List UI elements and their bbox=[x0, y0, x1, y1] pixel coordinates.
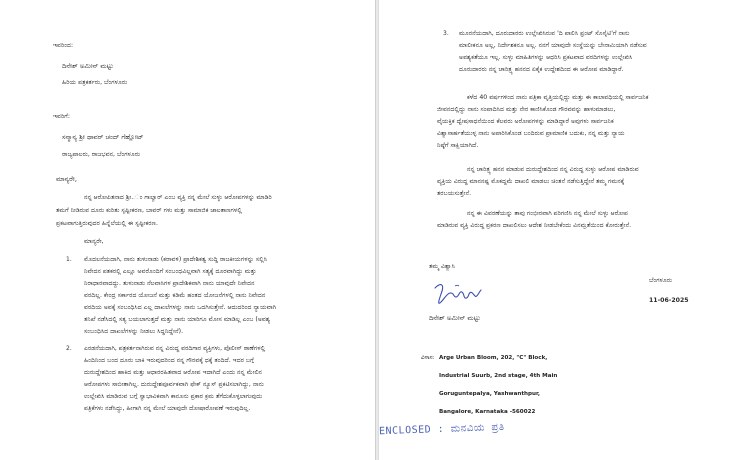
item1-line: ವರದಿಯ ಅವಕ್ಕೆ ಸಂಬಂಧಿಸಿದ ಎಲ್ಲ ದಾಖಲೆಗಳನ್ನು ನಾನು ಒದಗಿಸುತ್ತೇನೆ. ಆದುದರಿಂದ ನ್ಯಾಯವಾಗಿ bbox=[84, 304, 277, 311]
item-number: 2. bbox=[66, 345, 72, 352]
intro-line: ತಮಗೆ ನೀಡಿರುವ ದೂರು ಕುರಿತು ಸ್ಪಷ್ಟೀಕರಣ, ಬಾವರ್ ಗಳು ಮತ್ತು ಸಾಮಾಜಿಕ ಜಾಲತಾಣಗಳಲ್ಲಿ bbox=[56, 207, 242, 214]
sender-description: ಹಿರಿಯ ಪತ್ರಕರ್ತರು, ಬೆಂಗಳೂರು bbox=[62, 79, 128, 86]
item-number: 1. bbox=[66, 256, 72, 263]
item1-line: ತನಿಖೆ ನಡೆಸಿದಲ್ಲಿ ಸತ್ಯ ಬಯಲಾಗುತ್ತದೆ ಮತ್ತು ನಾನು ಯಾರಿಗೂ ಮೋಸ ಮಾಡಿಲ್ಲ ಎಂಬ (ಅವಶ್ಯ bbox=[84, 316, 271, 323]
signer-name: ದಿನೇಶ್ ಅಮೀನ್ ಮಟ್ಟು bbox=[429, 314, 481, 322]
item2-line: ಎರಡನೆಯದಾಗಿ, ಪತ್ರಕರ್ತನಾಗಿರುವ ನನ್ನ ವಿರುದ್ಧ ವರದಿಗಾರ ವ್ಯಕ್ತಿಗಳು, ಪೊಲೀಸ್ ಠಾಣೆಗಳಲ್ಲಿ bbox=[84, 345, 266, 352]
item1-line: ಸಂಬಂಧಿಸಿದ ದಾಖಲೆಗಳನ್ನು ನೀಡಲು ಸಿದ್ಧನಿದ್ದೇನೆ). bbox=[84, 328, 184, 335]
salutation: ಮಾನ್ಯರೇ, bbox=[56, 175, 77, 183]
item3-line: ಅವಶ್ಯಕತೆಯೂ ಇಲ್ಲ. ಸುಳ್ಳು ಮಾಹಿತಿಗಳನ್ನು ಆಧರಿಸಿ ಪ್ರಕಟವಾದ ವರದಿಗಳನ್ನು ಉಲ್ಲೇಖಿಸಿ bbox=[459, 54, 633, 61]
para2-line: ಕಳೆದ 40 ವರ್ಷಗಳಿಂದ ನಾನು ಪತ್ರಿಕಾ ವೃತ್ತಿಯಲ್ಲಿದ್ದು ಮತ್ತು ಈ ಕಾಲಾವಧಿಯಲ್ಲಿ ಸಾರ್ವಜನಿಕ bbox=[467, 94, 649, 101]
intro-line: ನನ್ನ ಆರೋಪಿತನಾದ ಶ್ರೀ..ಂ ಗಾಲ್ವಾರ್ ಎಂಬ ವ್ಯಕ್ತಿ ನನ್ನ ಮೇಲೆ ಸುಳ್ಳು ಆರೋಪಗಳನ್ನು ಮಾಡಿರಿ bbox=[84, 194, 272, 201]
item3-line: ದೂರುದಾರರು ನನ್ನ ಚಾರಿತ್ರ್ಯ ಹನನದ ಏಕೈಕ ಉದ್ದೇಶದಿಂದ ಈ ಆರೋಪ ಮಾಡಿದ್ದಾರೆ. bbox=[459, 66, 624, 73]
para2-line: ನಿಷ್ಠೆಗೆ ಸಾಕ್ಷಿಯಾಗಿದೆ. bbox=[437, 142, 479, 149]
intro-line: ಪ್ರಕಟವಾಗುತ್ತಿರುವುದರ ಹಿನ್ನೆಲೆಯಲ್ಲಿ ಈ ಸ್ಪಷ್ಟೀಕರಣ. bbox=[56, 220, 158, 227]
item1-line: ನಿರಾಧಾರವಾದದ್ದು. ತುಳುನಾಡು ನೆಲವಾಸಿಗಳ ಪ್ರಾದೇಶಿಕವಾಗಿ ನಾನು ಯಾವುದೇ ನಿವೇದನ bbox=[84, 280, 255, 287]
date: 11-06-2025 bbox=[649, 297, 689, 304]
para2-line: ವಿಶ್ವಾಸಾರ್ಹತೆಯುಳ್ಳ ನಾನು ಅಪಾರಿಸಿಕೊಂಡ ಬಂದಿರುವ ಪ್ರಾಮಾಣಿಕ ಬದುಕು, ನನ್ನ ಮತ್ತು ನ್ಯಾಯ bbox=[437, 130, 625, 137]
para3-line: ವ್ಯಕ್ತಿಯ ವಿರುದ್ಧ ಮಾನನಷ್ಟ ಮೊಕದ್ದಮೆ ದಾಖಲಿ ಮಾಡಲು ಚಿಂತನೆ ನಡೆಸುತ್ತಿದ್ದೇನೆ ತಮ್ಮ ಗಮನಕ್ಕೆ bbox=[437, 178, 625, 185]
sender-name: ದಿನೇಶ್ ಅಮೀನ್ ಮಟ್ಟು bbox=[62, 62, 114, 70]
para4-line: ನನ್ನ ಈ ವಿವರಣೆಯನ್ನು ತಾವು ಗಂಭೀರವಾಗಿ ಪರಿಗಣಿಸಿ ನನ್ನ ಮೇಲೆ ಸುಳ್ಳು ಆರೋಪ bbox=[467, 210, 628, 217]
para4-line: ಮಾಡಿರುವ ವ್ಯಕ್ತಿ ವಿರುದ್ಧ ಪ್ರಕರಣ ದಾಖಲಿಸಲು ಆದೇಶ ನೀಡಬೇಕೆಂದು ವಿನಮ್ರತೆಯಿಂದ ಕೋರುತ್ತೇನೆ. bbox=[437, 222, 632, 229]
address-line: Goruguntepalya, Yashwanthpur, bbox=[439, 391, 541, 397]
para2-line: ವೈಯಕ್ತಿಕ ದ್ವೇಷಸಾಧನೆಯಿಂದ ಕೆಲವರು ಅರೋಪಗಳನ್ನು ಮಾಡಿದ್ದಾರೆ ಅವುಗಳು ಸಾರ್ವಜನಿಕ bbox=[437, 118, 614, 125]
intro-2: ಮಾನ್ಯರೇ, bbox=[84, 238, 104, 245]
item1-line: ಮೊದಲನೆಯದಾಗಿ, ನಾನು ತುಳುನಾಡು (ಕರಾವಳಿ) ಪ್ರಾದೇಶಿಕತ್ವ ಸುದ್ದಿ ರಾಜಕೀಯಗಳನ್ನು ಸಲ್ಲಿಸಿ bbox=[84, 256, 268, 263]
item2-line: ಹಿಂದಿನಿಂದ ಬಂದ ದೂರು ಬಾಕಿ ಇರುವುದರಿಂದ ನನ್ನ ಗೌರವಕ್ಕೆ ಧಕ್ಕೆ ತಂದಿದೆ. ಇದರ ಬಗ್ಗೆ bbox=[84, 357, 255, 364]
item2-line: ಪತ್ರಿಕೆಗಳು ನಡೆಸಿದ್ದು, ಹೀಗಾಗಿ ನನ್ನ ಮೇಲೆ ಯಾವುದೇ ದೋಷಾರೋಪಣೆ ಇರುವುದಿಲ್ಲ. bbox=[84, 405, 251, 412]
address-line: Industrial Suurb, 2nd stage, 4th Main bbox=[439, 373, 558, 379]
item1-line: ನಿವೇದನ ಪತಕರಲ್ಲಿ ಎಲ್ಲೂ ಅವರೊಂದಿಗೆ ಸಂಬಂಧವಿಲ್ಲವಾಗಿ ಸತ್ಯಕ್ಕೆ ದೂರವಾಗಿದ್ದು ಮತ್ತು bbox=[84, 268, 257, 275]
para2-line: ಜೀವನದಲ್ಲಿದ್ದು ನಾನು ಸಂಪಾದಿಸಿದ ಮತ್ತು ನೇರ ಕಾಣಿಸಿಕೊಂಡ ಗೌರವವನ್ನು ಹಾಳುಮಾಡಲು, bbox=[437, 106, 616, 113]
recipient-name: ಸನ್ಮಾನ್ಯ ಶ್ರೀ ಥಾವರ್ ಚಂದ್ ಗೆಹ್ಲೋಟ್ bbox=[62, 133, 144, 141]
item2-line: ಆರೋಪಗಳು ಸಾಬೀತಾಗಿಲ್ಲ. ದುರುದ್ದೇಶಪೂರ್ವಕವಾಗಿ ಫೇಕ್ ನ್ಯೂಸ್ ಪ್ರಕಟಿಸಲಾಗಿದ್ದು, ನಾನು bbox=[84, 381, 264, 388]
item1-line: ವರದಿಲ್ಲ. ಕೇಂದ್ರ ಸರ್ಕಾರದ ಯೋಜನೆ ಮತ್ತು ಕಡಿಮೆ ಹಂತದ ಯೋಜನೆಗಳಲ್ಲಿ ನಾನು ನಿವೇದನ bbox=[84, 292, 266, 299]
para3-line: ನನ್ನ ಚಾರಿತ್ರ್ಯ ಹನನ ಮಾಡುವ ದುರುದ್ದೇಶದಿಂದ ನನ್ನ ವಿರುದ್ಧ ಸುಳ್ಳು ಆರೋಪ ಮಾಡಿರುವ bbox=[467, 166, 639, 173]
address-label: ವಿಳಾಸ: bbox=[421, 355, 435, 361]
address-line: Bangalore, Karnataka -560022 bbox=[439, 409, 536, 415]
item2-line: ಉಲ್ಲೇಖಿಸಿ ಮಾಡಿರುವ ಬಗ್ಗೆ ಸ್ವಾಭಾವಿಕವಾಗಿ ಕಾನೂನು ಪ್ರಕಾರ ಕ್ರಮ ತೆಗೆದುಕೊಳ್ಳಲಾಗುವುದು bbox=[84, 393, 263, 400]
from-label: ಇವರಿಂದ: bbox=[53, 42, 74, 49]
closing: ತಮ್ಮ ವಿಶ್ವಾಸಿ bbox=[429, 263, 455, 270]
letter-page-left bbox=[0, 0, 376, 460]
enclosed-handwritten-note: ENCLOSED : ಮನವಿಯ ಪ್ರತಿ bbox=[378, 421, 505, 438]
signature-image bbox=[431, 280, 501, 310]
para3-line: ತರಬಯಸುತ್ತೇನೆ. bbox=[437, 190, 472, 197]
item3-line: ಮೂರನೆಯದಾಗಿ, ದೂರುದಾರರು ಉಲ್ಲೇಖಿಸಿರುವ 'ದಿ ಪಾಲಿಸಿ ಫ್ರಂಟ್ ಸೊಸೈಟಿ'ಗೆ ನಾನು bbox=[459, 30, 630, 37]
address-line: Arge Urban Bloom, 202, "C" Block, bbox=[439, 355, 548, 361]
place: ಬೆಂಗಳೂರು bbox=[649, 277, 673, 284]
letter-page-right bbox=[378, 0, 753, 460]
item3-line: ಮಾಲೀಕನೂ ಅಲ್ಲ, ನಿರ್ದೇಶಕನೂ ಅಲ್ಲ. ನನಗೆ ಯಾವುದೇ ಸಂಸ್ಥೆಯನ್ನು ಬೇನಾಮಿಯಾಗಿ ನಡೆಸುವ bbox=[459, 42, 647, 49]
recipient-description: ರಾಜ್ಯಪಾಲರು, ರಾಜಭವನ, ಬೆಂಗಳೂರು bbox=[62, 151, 141, 158]
to-label: ಇವರಿಗೆ: bbox=[53, 113, 70, 120]
item2-line: ದುರುದ್ದೇಶದಿಂದ ಹಾಕಿದ ಮತ್ತು ಆಧಾರರಹಿತವಾದ ಆರೋಪ ಇದಾಗಿದೆ ಎಂದು ನನ್ನ ಮೇಲಿನ bbox=[84, 369, 262, 376]
item-number: 3. bbox=[443, 30, 449, 37]
